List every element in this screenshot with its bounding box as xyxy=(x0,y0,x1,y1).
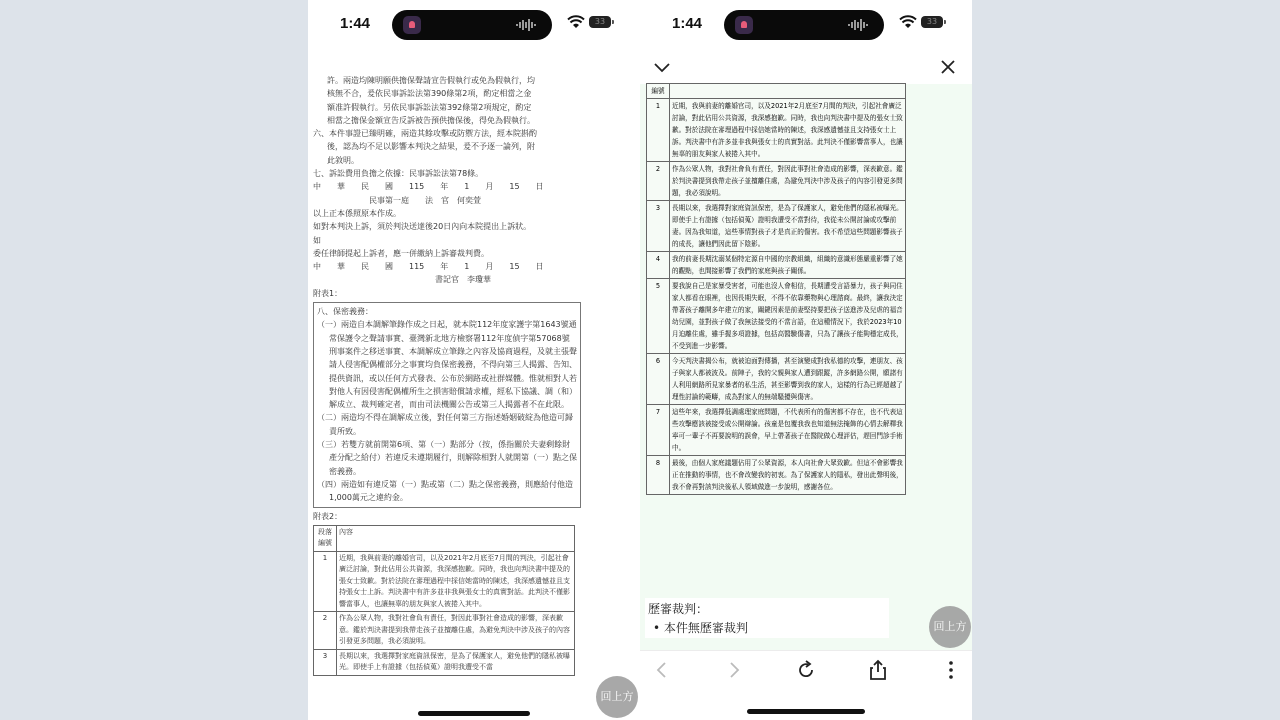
doc-line: 如對本判決上訴，須於判決送達後20日內向本院提出上訴狀。 xyxy=(313,222,532,232)
row-number: 2 xyxy=(647,162,670,201)
close-icon[interactable] xyxy=(938,57,958,77)
battery-level: 33 xyxy=(926,17,938,26)
doc-line: 七、訴訟費用負擔之依據：民事訴訟法第78條。 xyxy=(313,169,484,179)
back-to-top-button[interactable]: 回上方 xyxy=(596,676,638,718)
row-text: 要我說自己是家暴受害者，可能也沒人會相信，長期遭受言語暴力，孩子與同住家人都看在眼裡，也因長期失眠，不得不依靠藥物與心理諮商。最終，讓我決定帶著孩子離開多年建立的家，關鍵因素是前妻堅持要把孩子送進涉及兒虐的福音幼兒園，並對孩子做了我無法接受的不當言語，在這種情況下，我於2023年10月迫離住處，雖手握多項證據，包括高醫驗傷書，只為了讓孩子能夠穩定成長，不受到進一步影響。 xyxy=(670,279,906,354)
appendix-1-label: 附表1： xyxy=(313,288,343,298)
row-text: 我的前妻長期沈溺某個特定源自中國的宗教組織，組織的意識形態嚴重影響了她的觀點，也間接影響了我們的家庭與孩子關係。 xyxy=(670,252,906,279)
row-number: 7 xyxy=(647,405,670,456)
reload-icon[interactable] xyxy=(792,659,820,681)
doc-line: 六、本件事證已臻明確，兩造其餘攻擊或防禦方法，經本院斟酌 xyxy=(313,129,537,139)
status-time: 1:44 xyxy=(672,15,703,32)
status-time: 1:44 xyxy=(340,15,371,32)
row-number: 3 xyxy=(314,649,337,675)
box-line: 八、保密義務： xyxy=(317,307,373,317)
appendix-2-table xyxy=(313,525,575,676)
row-number: 1 xyxy=(647,99,670,162)
battery-icon xyxy=(921,16,943,28)
table-row xyxy=(647,405,906,456)
history-item-text: 本件無歷審裁判 xyxy=(663,621,748,635)
battery-icon xyxy=(589,16,611,28)
doc-line: 許。兩造均陳明願供擔保聲請宣告假執行或免為假執行，均 xyxy=(327,76,535,85)
chevron-down-icon[interactable] xyxy=(652,58,672,76)
doc-line: 委任律師提起上訴者，應一併繳納上訴審裁判費。 xyxy=(313,248,489,258)
table-row xyxy=(647,456,906,495)
row-number: 2 xyxy=(314,612,337,650)
doc-date-line: 中 華 民 國 115 年 1 月 15 日 xyxy=(313,182,544,192)
row-number: 8 xyxy=(647,456,670,495)
forward-icon[interactable] xyxy=(720,659,748,681)
appendix-2-label: 附表2： xyxy=(313,511,343,521)
box-line: （一）兩造自本調解筆錄作成之日起，就本院112年度家護字第1643號通常保護令之聲請事實、臺灣新北地方檢察署112年度偵字第57068號刑事案件之移送事實、本調解成立筆錄之內容及協商過程，及就主張聲請人侵害配偶權部分之事實均負保密義務，不得向第三人揭露、告知、提供資訊，或以任何方式發表、公布於網路或社群媒體。惟就相對人若對他人有因侵害配偶權所生之損害賠償請求權，經私下協議、調（和）解成立、裁判確定者，而由司法機關公告或第三人揭露者不在此限。 xyxy=(317,320,577,410)
row-text: 長期以來，我選擇對家庭資訊保密，是為了保護家人，避免他們的隱私被曝光。即使手上有證據（包括偵蒐）證明我遭受不當對待，我從未公開討論或攻擊前妻。因為我知道，這些事情對孩子才是真正的傷害。我不希望這些問題影響孩子的成長，讓他們因此留下陰影。 xyxy=(670,201,906,252)
row-number: 6 xyxy=(647,354,670,405)
doc-line: 核無不合，爰依民事訴訟法第390條第2項，酌定相當之金 xyxy=(327,89,532,99)
dynamic-island xyxy=(724,10,884,40)
table-header-cell: 編號 xyxy=(647,84,670,99)
status-bar xyxy=(640,0,972,50)
viewer-header xyxy=(640,50,972,84)
doc-line: 後，認為均不足以影響本判決之結果，爰不予逐一論列，附 xyxy=(327,142,535,152)
doc-line: 如 xyxy=(313,235,321,245)
row-number: 4 xyxy=(647,252,670,279)
row-text: 今天判決書揭公布，就被迫面對傳播，甚至演變成對我私德的攻擊，連朋友、孩子與家人都被波及。前陣子，我的父親與家人遭到跟蹤，許多網路公開，願諸有人利用網路所見家暴者的私生活，甚至影響到我的家人，這樣的行為已經超越了理性討論的範疇，成為對家人的無端騷擾與傷害。 xyxy=(670,354,906,405)
row-text: 作為公眾人物，我對社會負有責任，對因此事對社會造成的影響，深表歉意。鑑於判決書提到我帶走孩子並擅離住處，為避免判決中涉及孩子的內容引發更多問題，我必須說明。 xyxy=(670,162,906,201)
table-row xyxy=(314,551,575,612)
doc-date-line: 中 華 民 國 115 年 1 月 15 日 xyxy=(313,262,544,272)
more-icon[interactable] xyxy=(937,659,965,681)
table-header xyxy=(647,84,906,99)
doc-judge-line: 民事第一庭 法 官 何奕萱 xyxy=(369,195,481,205)
statement-table xyxy=(646,83,906,495)
table-header-cell: 段落編號 xyxy=(314,525,337,551)
row-text: 近期，我與前妻的離婚官司，以及2021年2月底至7月間的判決，引起社會廣泛討論，對此佔用公共資源，我深感抱歉。同時，我也向判決書中提及的張女士致歉。對於法院在審理過程中採信她當時的陳述，我深感遺憾並且支持張女士上訴。判決書中有許多並非我與張女士的真實對話。此判決不僅影響當事人，也讓無辜的朋友與家人被捲入其中。 xyxy=(337,551,575,612)
wifi-icon xyxy=(567,15,585,29)
history-title: 歷審裁判： xyxy=(648,602,709,616)
status-bar xyxy=(308,0,640,50)
home-indicator xyxy=(418,711,530,716)
box-line: （三）若雙方就前開第6項、第（一）點部分（按，係指關於夫妻剩餘財產分配之給付）若違反未遵期履行，則解除相對人就開第（一）點之保密義務。 xyxy=(317,440,577,476)
waveform-icon xyxy=(848,19,870,31)
app-icon xyxy=(735,16,753,34)
table-row xyxy=(647,279,906,354)
history-item: • 本件無歷審裁判 xyxy=(653,621,748,635)
row-text: 長期以來，我選擇對家庭資訊保密，是為了保護家人，避免他們的隱私被曝光。即使手上有證據（包括偵蒐）證明我遭受不當 xyxy=(337,649,575,675)
statement-table-wrap xyxy=(646,83,906,495)
table-row xyxy=(647,252,906,279)
row-text: 近期，我與前妻的離婚官司，以及2021年2月底至7月間的判決，引起社會廣泛討論，對此佔用公共資源，我深感抱歉。同時，我也向判決書中提及的張女士致歉。對於法院在審理過程中採信她當時的陳述，我深感遺憾並且支持張女士上訴。判決書中有許多並非我與張女士的真實對話。此判決不僅影響當事人，也讓無辜的朋友與家人被捲入其中。 xyxy=(670,99,906,162)
left-phone-screen xyxy=(308,0,640,720)
wifi-icon xyxy=(899,15,917,29)
back-to-top-button[interactable]: 回上方 xyxy=(929,606,971,648)
table-row xyxy=(314,649,575,675)
share-icon[interactable] xyxy=(864,659,892,681)
row-number: 5 xyxy=(647,279,670,354)
table-row xyxy=(647,354,906,405)
row-text: 這些年來，我選擇低調處理家庭問題，不代表所有的傷害都不存在，也不代表這些攻擊應該被接受或公開辯論。孩童是包覆我我也知道無法掩飾的心情去解釋我寧可一輩子不再要說明的誤會，早上帶著孩子在醫院做心理評估，趕回門診手術中。 xyxy=(670,405,906,456)
document-viewer xyxy=(640,50,972,650)
dynamic-island xyxy=(392,10,552,40)
table-row xyxy=(647,201,906,252)
doc-clerk-line: 書記官 李瓊華 xyxy=(435,275,491,285)
table-row xyxy=(314,612,575,650)
doc-line: 此敘明。 xyxy=(327,155,359,165)
row-text: 最後，由個人家庭議題佔用了公眾資源，本人向社會大眾致歉。但這不會影響我正在推動的事情，也不會改變我的初衷。為了保護家人的隱私，發出此聲明後，我不會再對該判決後私人領域做進一步說明，感謝各位。 xyxy=(670,456,906,495)
row-number: 1 xyxy=(314,551,337,612)
row-number: 3 xyxy=(647,201,670,252)
judgment-document xyxy=(313,74,581,676)
table-header xyxy=(314,525,575,551)
table-header-cell: 內容 xyxy=(337,525,575,551)
home-indicator xyxy=(747,709,865,714)
appendix-1-box xyxy=(313,302,581,507)
history-panel xyxy=(645,598,889,638)
box-line: （四）兩造如有違反第（一）點或第（二）點之保密義務，則應給付他造1,000萬元之違約金。 xyxy=(317,479,573,503)
back-icon[interactable] xyxy=(648,659,676,681)
app-icon xyxy=(403,16,421,34)
waveform-icon xyxy=(516,19,538,31)
doc-line: 以上正本係照原本作成。 xyxy=(313,208,401,218)
row-text: 作為公眾人物，我對社會負有責任，對因此事對社會造成的影響，深表歉意。鑑於判決書提到我帶走孩子並擅離住處，為避免判決中涉及孩子的內容引發更多問題，我必須說明。 xyxy=(337,612,575,650)
table-row xyxy=(647,99,906,162)
table-header-cell xyxy=(670,84,906,99)
doc-line: 相當之擔保金額宣告反訴被告預供擔保後，得免為假執行。 xyxy=(327,115,535,125)
box-line: （二）兩造均不得在調解成立後，對任何第三方指述婚姻破綻為他造可歸責所致。 xyxy=(317,413,573,436)
doc-line: 額准許假執行。另依民事訴訟法第392條第2項規定，酌定 xyxy=(327,102,532,112)
right-phone-screen xyxy=(640,0,972,720)
battery-level: 33 xyxy=(594,17,606,26)
table-row xyxy=(647,162,906,201)
